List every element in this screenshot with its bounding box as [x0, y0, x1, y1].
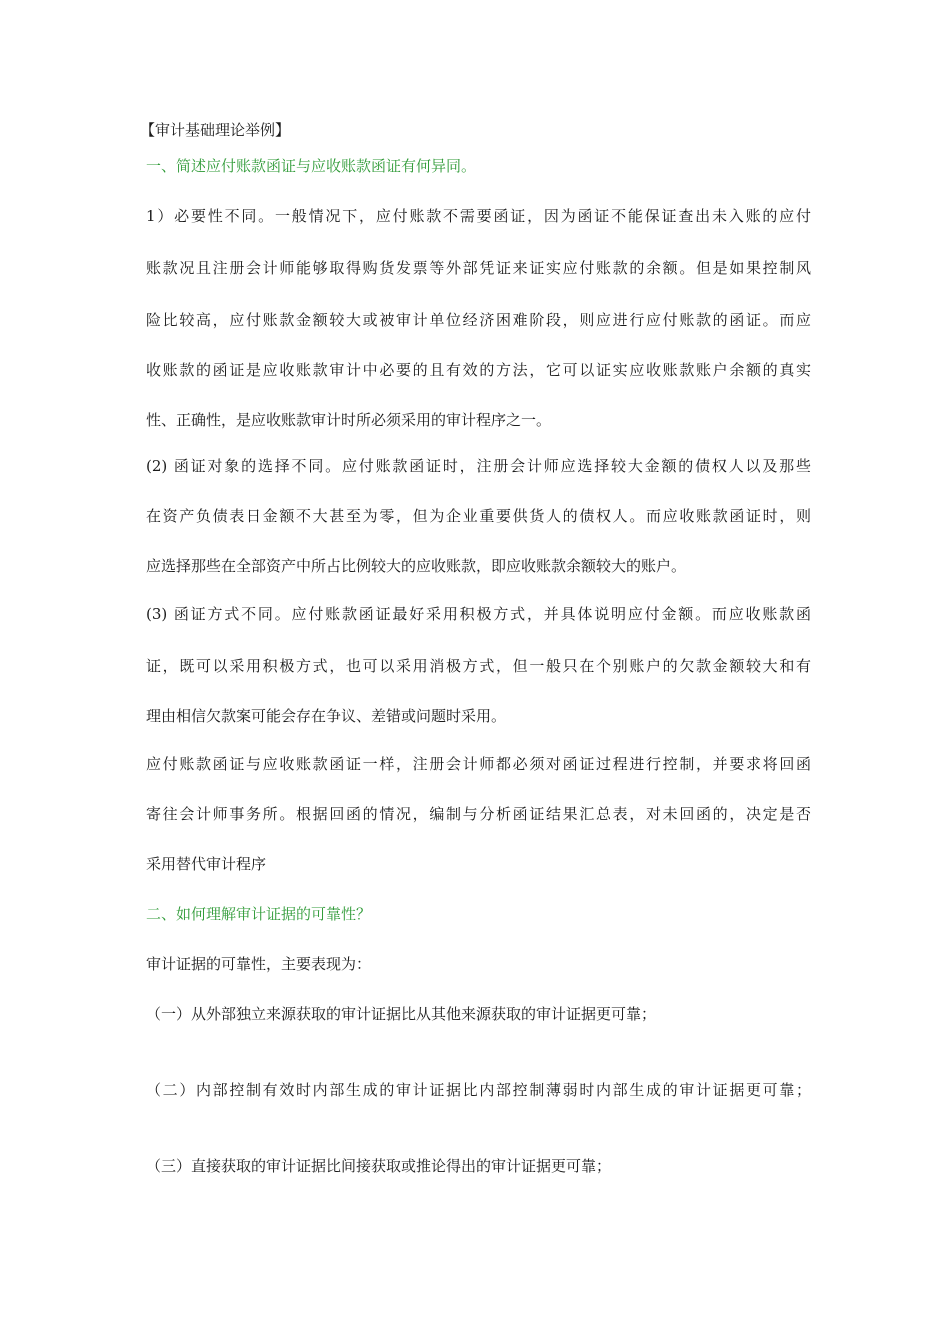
question-1-heading: 一、简述应付账款函证与应收账款函证有何异同。	[146, 157, 477, 175]
paragraph-line: (3) 函证方式不同。应付账款函证最好采用积极方式，并具体说明应付金额。而应收账款函	[146, 605, 811, 623]
reliability-intro: 审计证据的可靠性，主要表现为：	[146, 955, 372, 973]
paragraph-line: 1）必要性不同。一般情况下，应付账款不需要函证，因为函证不能保证查出未入账的应付	[146, 207, 811, 225]
paragraph-line: 证，既可以采用积极方式，也可以采用消极方式，但一般只在个别账户的欠款金额较大和有	[146, 657, 811, 675]
question-2-heading: 二、如何理解审计证据的可靠性？	[146, 905, 372, 923]
paragraph-line: 收账款的函证是应收账款审计中必要的且有效的方法，它可以证实应收账款账户余额的真实	[146, 361, 811, 379]
paragraph-line: 账款况且注册会计师能够取得购货发票等外部凭证来证实应付账款的余额。但是如果控制风	[146, 259, 811, 277]
paragraph-line: 应选择那些在全部资产中所占比例较大的应收账款，即应收账款余额较大的账户。	[146, 557, 687, 575]
list-item: （二）内部控制有效时内部生成的审计证据比内部控制薄弱时内部生成的审计证据更可靠；	[146, 1081, 811, 1099]
doc-title: 【审计基础理论举例】	[140, 121, 291, 139]
paragraph-line: 险比较高，应付账款金额较大或被审计单位经济困难阶段，则应进行应付账款的函证。而应	[146, 311, 811, 329]
paragraph-line: (2) 函证对象的选择不同。应付账款函证时，注册会计师应选择较大金额的债权人以及那些	[146, 457, 811, 475]
list-item: （一）从外部独立来源获取的审计证据比从其他来源获取的审计证据更可靠；	[146, 1005, 657, 1023]
paragraph-line: 性、正确性，是应收账款审计时所必须采用的审计程序之一。	[146, 411, 552, 429]
list-item: （三）直接获取的审计证据比间接获取或推论得出的审计证据更可靠；	[146, 1157, 612, 1175]
paragraph-line: 采用替代审计程序	[146, 855, 267, 873]
paragraph-line: 在资产负债表日金额不大甚至为零，但为企业重要供货人的债权人。而应收账款函证时，则	[146, 507, 811, 525]
paragraph-line: 应付账款函证与应收账款函证一样，注册会计师都必须对函证过程进行控制，并要求将回函	[146, 755, 811, 773]
paragraph-line: 寄往会计师事务所。根据回函的情况，编制与分析函证结果汇总表，对未回函的，决定是否	[146, 805, 811, 823]
paragraph-line: 理由相信欠款案可能会存在争议、差错或问题时采用。	[146, 707, 507, 725]
